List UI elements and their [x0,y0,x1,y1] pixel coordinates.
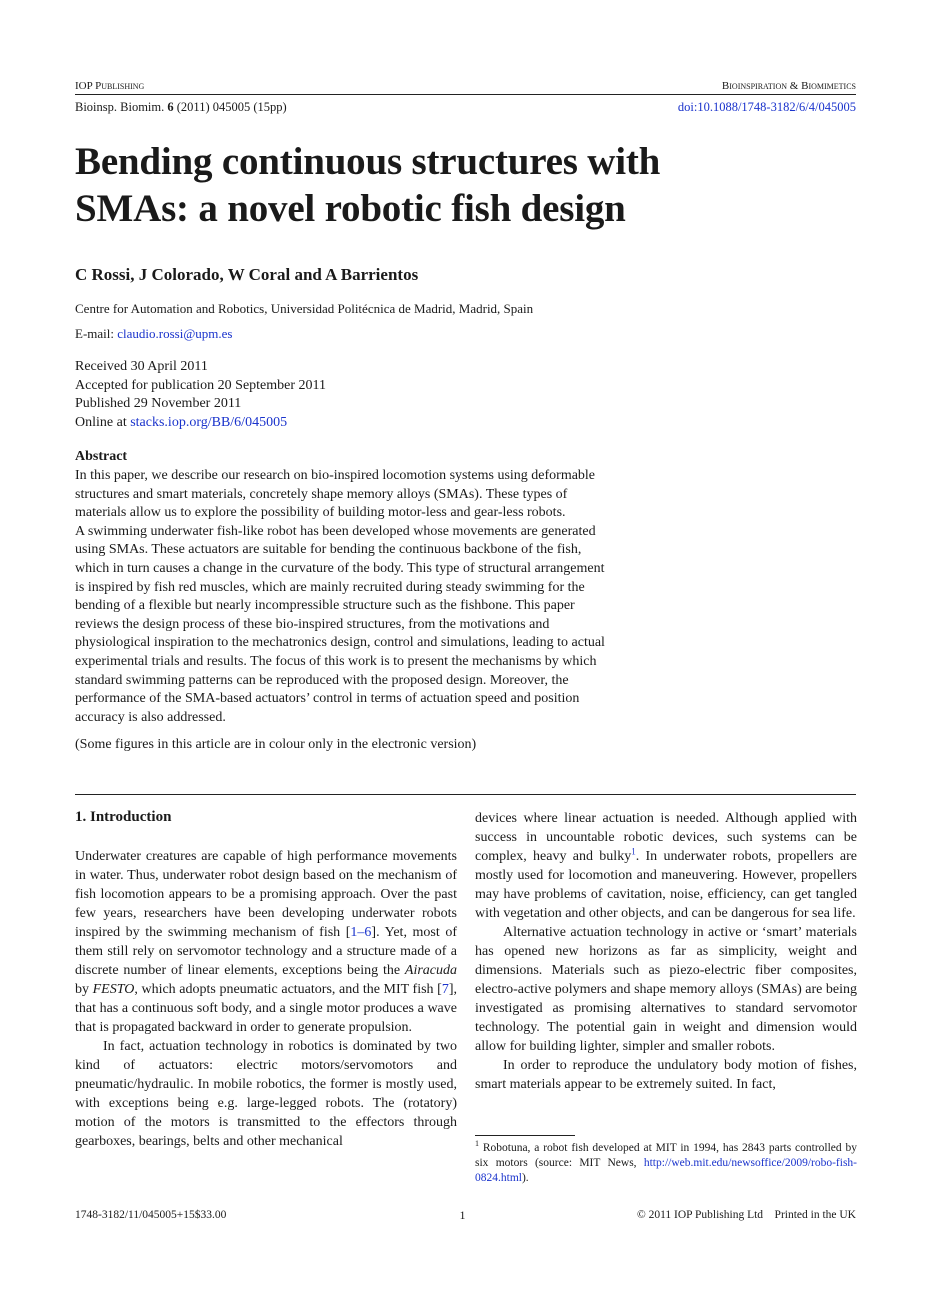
email-link[interactable]: claudio.rossi@upm.es [117,326,233,341]
publication-dates [75,358,326,432]
received-date: Received 30 April 2011 [75,359,208,374]
citation-line: Bioinsp. Biomim. 6 (2011) 045005 (15pp) [75,100,287,114]
affiliation: Centre for Automation and Robotics, Universidad Politécnica de Madrid, Madrid, Spain [75,301,534,316]
author-list: C Rossi, J Colorado, W Coral and A Barrientos [75,265,419,284]
intro-paragraph-1: Underwater creatures are capable of high performance movements in water. Thus, underwater robot design based on the mechanism of fish locomotion appears to be a promising approach. Over the past few years, researchers have been developing underwater robots inspired by the swimming mechanism of fish [1–6]. Yet, most of them still rely on servomotor technology and a structure made of a discrete number of linear elements, exceptions being the Airacuda by FESTO, which adopts pneumatic actuators, and the MIT fish [7], that has a continuous soft body, and a single motor produces a wave that is propagated backward in order to generate propulsion. [75,849,457,1035]
reference-link[interactable]: 7 [441,982,449,997]
intro-paragraph-4: In order to reproduce the undulatory body motion of fishes, smart materials appear to be extremely suited. In fact, [475,1058,857,1092]
accepted-date: Accepted for publication 20 September 2011 [75,377,327,393]
left-column [75,847,457,1151]
doi-link[interactable]: doi:10.1088/1748-3182/6/4/045005 [677,100,856,114]
right-column [475,809,857,1094]
abstract-line: physiological inspiration to the mechatronics design, control and simulations, leading to actual [75,635,605,651]
abstract-line: In this paper, we describe our research on bio-inspired locomotion systems using deformable [75,468,596,483]
header-rule [75,94,856,95]
published-date: Published 29 November 2011 [75,396,242,412]
body-rule [75,794,856,795]
footnote-url-link[interactable]: http://web.mit.edu/newsoffice/2009/robo-fish-0824.html [475,1157,857,1184]
page-number: 1 [459,1208,466,1222]
journal-name-header: BIOINSPIRATION & BIOMIMETICS [721,80,856,92]
abstract-line: bending of a flexible but nearly incompressible structure such as the fishbone. This paper [75,598,575,614]
reference-link[interactable]: 1–6 [350,925,372,940]
abstract-line: using SMAs. These actuators are suitable for bending the continuous backbone of the fish, [75,542,582,558]
intro-paragraph-3: Alternative actuation technology in active or ‘smart’ materials has opened new horizons as far as simplicity, weight and dimensions. Materials such as piezo-electric fiber composites, electro-active polymers and shape memory alloys (SMAs) are being investigated as promising alternatives to standard servomotor technology. The potential gain in weight and dimension would allow for building lighter, simpler and smaller robots. [475,925,857,1054]
abstract-line: accuracy is also addressed. [75,709,226,725]
abstract-line: reviews the design process of these bio-inspired structures, from the motivations and [75,616,550,632]
intro-paragraph-2: In fact, actuation technology in robotics is dominated by two kind of actuators: electric motors/servomotors and pneumatic/hydraulic. In mobile robotics, the former is mostly used, with exceptions being e.g. large-legged robots. The (rotatory) motion of the motors is transmitted to the effectors through gearboxes, bearings, belts and other mechanical [75,1039,457,1149]
abstract-line: experimental trials and results. The focus of this work is to present the mechanisms by which [75,653,597,669]
section-heading: 1. Introduction [75,809,172,825]
online-line: Online at stacks.iop.org/BB/6/045005 [75,414,288,430]
intro-paragraph-2-cont: devices where linear actuation is needed. Although applied with success in uncountable robotic devices, such systems can be complex, heavy and bulky$^1$. In underwater robots, propellers are mostly used for locomotion and maneuvering. However, propellers may have problems of cavitation, noise, efficiency, can get tangled with vegetation and other objects, and can be dangerous for sea life. [475,811,857,921]
colour-note: (Some figures in this article are in colour only in the electronic version) [75,737,477,752]
paper-title: Bending continuous structures with SMAs: a novel robotic fish design [75,140,661,230]
abstract-line: is inspired by fish red muscles, which are mainly recruited during steady swimming for the [75,579,585,595]
abstract-line: performance of the SMA-based actuators’ control in terms of actuation speed and position [75,691,580,707]
abstract-body [75,467,663,727]
footnote-rule [475,1135,575,1136]
abstract-line: which in turn causes a change in the curvature of the body. This type of structural arrangement [75,560,605,576]
copyright-line: © 2011 IOP Publishing Ltd Printed in the UK [636,1209,856,1221]
abstract-line: structures and smart materials, concretely shape memory alloys (SMAs). These types of [75,486,568,502]
abstract-line: standard swimming patterns can be reproduced with the proposed design. Moreover, the [75,672,569,688]
footnote: $^1$ Robotuna, a robot fish developed at MIT in 1994, has 2843 parts controlled by six motors (source: MIT News, http://web.mit.edu/newsoffice/2009/robo-fish-0824.html). [475,1139,857,1184]
journal-publisher-header: IOP PUBLISHING [75,80,145,92]
email-line: E-mail: claudio.rossi@upm.es [75,326,233,341]
abstract-heading: Abstract [75,449,128,464]
footnote-ref-link[interactable]: 1 [631,846,636,857]
abstract-line: materials allow us to explore the possibility of building motor-less and gear-less robots. [75,505,566,521]
issn-price: 1748-3182/11/045005+15$33.00 [75,1209,227,1221]
abstract-line: A swimming underwater fish-like robot has been developed whose movements are generated [75,523,596,539]
online-link[interactable]: stacks.iop.org/BB/6/045005 [130,414,288,430]
